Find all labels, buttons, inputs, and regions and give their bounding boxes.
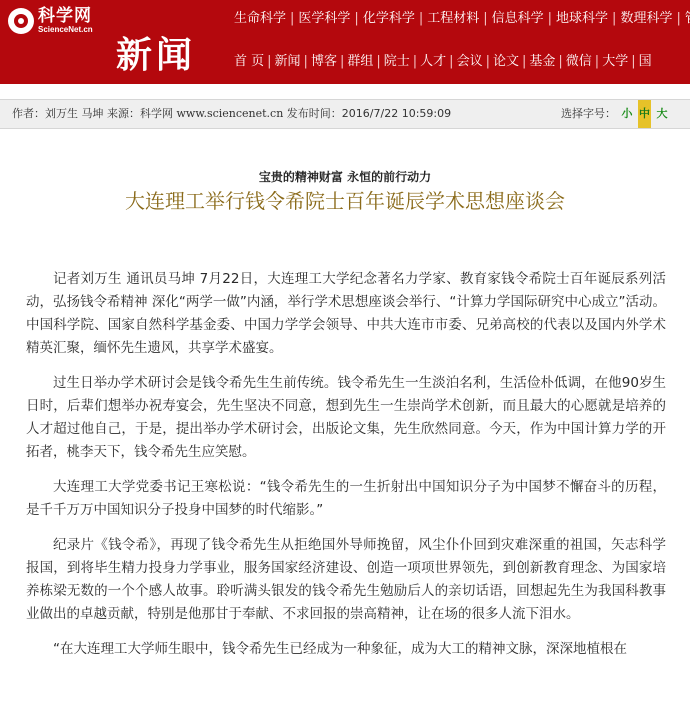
article-headline: 大连理工举行钱令希院士百年诞辰学术思想座谈会 (125, 189, 565, 213)
nav-math-physics[interactable]: 数理科学 (620, 11, 673, 26)
nav-home[interactable]: 首 页 (234, 54, 265, 69)
logo-subtitle: ScienceNet.cn (38, 24, 93, 34)
section-title: 新闻 (116, 35, 197, 76)
nav-medical-science[interactable]: 医学科学 (298, 11, 351, 26)
article-paragraph: 过生日举办学术研讨会是钱令希先生生前传统。钱令希先生一生淡泊名利，生活俭朴低调，在他90岁生日时，后辈们想举办祝寿宴会，先生坚决不同意，想到先生一生崇尚学术创新，而且最大的心愿就是培养的人才超过他自己，于是，提出举办学术研讨会，出版论文集，先生欣然同意。今天，作为中国计算力学的开拓者，桃李天下，钱令希先生应笑慰。 (26, 375, 666, 460)
authors: 刘万生 马坤 (45, 107, 104, 120)
main-nav: 首 页 | 新闻 | 博客 | 群组 | 院士 | 人才 | 会议 | 论文 | 基金 | 微信 | 大学 | 国 (234, 54, 652, 69)
nav-talent[interactable]: 人才 (420, 54, 447, 69)
nav-blog[interactable]: 博客 (310, 54, 337, 69)
article-body (26, 268, 666, 673)
article-paragraph: 纪录片《钱令希》，再现了钱令希先生从拒绝国外导师挽留，风尘仆仆回到灾难深重的祖国，矢志科学报国，到将毕生精力投身力学事业，服务国家经济建设、创造一项项世界领先，到创新教育理念、为国家培养栋梁无数的一个个感人故事。聆听满头银发的钱令希先生勉励后人的亲切话语，回想起先生为我国科教事业做出的卓越贡献，特别是他那甘于奉献、不求回报的崇高精神，让在场的很多人流下泪水。 (26, 537, 666, 622)
nav-wechat[interactable]: 微信 (565, 54, 592, 69)
font-size-medium-button[interactable]: 中 (638, 100, 651, 128)
author-label: 作者： (12, 107, 45, 120)
nav-chemistry[interactable]: 化学科学 (362, 11, 415, 26)
source-url: www.sciencenet.cn (176, 107, 284, 120)
nav-management[interactable]: 管 (684, 11, 698, 26)
article-subtitle: 宝贵的精神财富 永恒的前行动力 (258, 170, 432, 184)
nav-life-science[interactable]: 生命科学 (234, 11, 287, 26)
logo-emblem-icon (8, 8, 34, 34)
nav-funds[interactable]: 基金 (529, 54, 556, 69)
logo-title: 科学网 (38, 5, 92, 26)
nav-academicians[interactable]: 院士 (383, 54, 410, 69)
published-time: 2016/7/22 10:59:09 (341, 107, 452, 120)
font-size-label: 选择字号： (561, 107, 616, 120)
nav-earth-science[interactable]: 地球科学 (556, 11, 609, 26)
site-logo[interactable] (8, 6, 93, 36)
nav-universities[interactable]: 大学 (602, 54, 629, 69)
nav-papers[interactable]: 论文 (492, 54, 519, 69)
published-label: 发布时间： (286, 107, 342, 120)
nav-news[interactable]: 新闻 (274, 54, 301, 69)
source-label: 来源： (107, 107, 140, 120)
article-paragraph: 记者刘万生 通讯员马坤 7月22日，大连理工大学纪念著名力学家、教育家钱令希院士百年诞辰系列活动，弘扬钱令希精神 深化“两学一做”内涵，举行学术思想座谈会举行、“计算力学国际研究中心成立”活动。中国科学院、国家自然科学基金委、中国力学学会领导、中共大连市市委、兄弟高校的代表以及国内外学术精英汇聚，缅怀先生遗风，共享学术盛宴。 (26, 271, 666, 356)
article-paragraph: 大连理工大学党委书记王寒松说：“钱令希先生的一生折射出中国知识分子为中国梦不懈奋斗的历程，是千千万万中国知识分子投身中国梦的时代缩影。” (26, 479, 666, 518)
article-meta-bar (0, 99, 690, 129)
nav-conferences[interactable]: 会议 (456, 54, 483, 69)
font-size-large-button[interactable]: 大 (656, 107, 668, 120)
nav-information[interactable]: 信息科学 (491, 11, 544, 26)
article-paragraph: “在大连理工大学师生眼中，钱令希先生已经成为一种象征，成为大工的精神文脉，深深地植根在 (53, 641, 627, 657)
nav-groups[interactable]: 群组 (347, 54, 374, 69)
category-nav: 生命科学 | 医学科学 | 化学科学 | 工程材料 | 信息科学 | 地球科学 | 数理科学 | 管 (234, 11, 698, 26)
nav-engineering[interactable]: 工程材料 (427, 11, 480, 26)
font-size-small-button[interactable]: 小 (621, 107, 633, 120)
nav-international[interactable]: 国 (638, 54, 652, 69)
site-header (0, 0, 698, 84)
source: 科学网 (140, 107, 173, 120)
